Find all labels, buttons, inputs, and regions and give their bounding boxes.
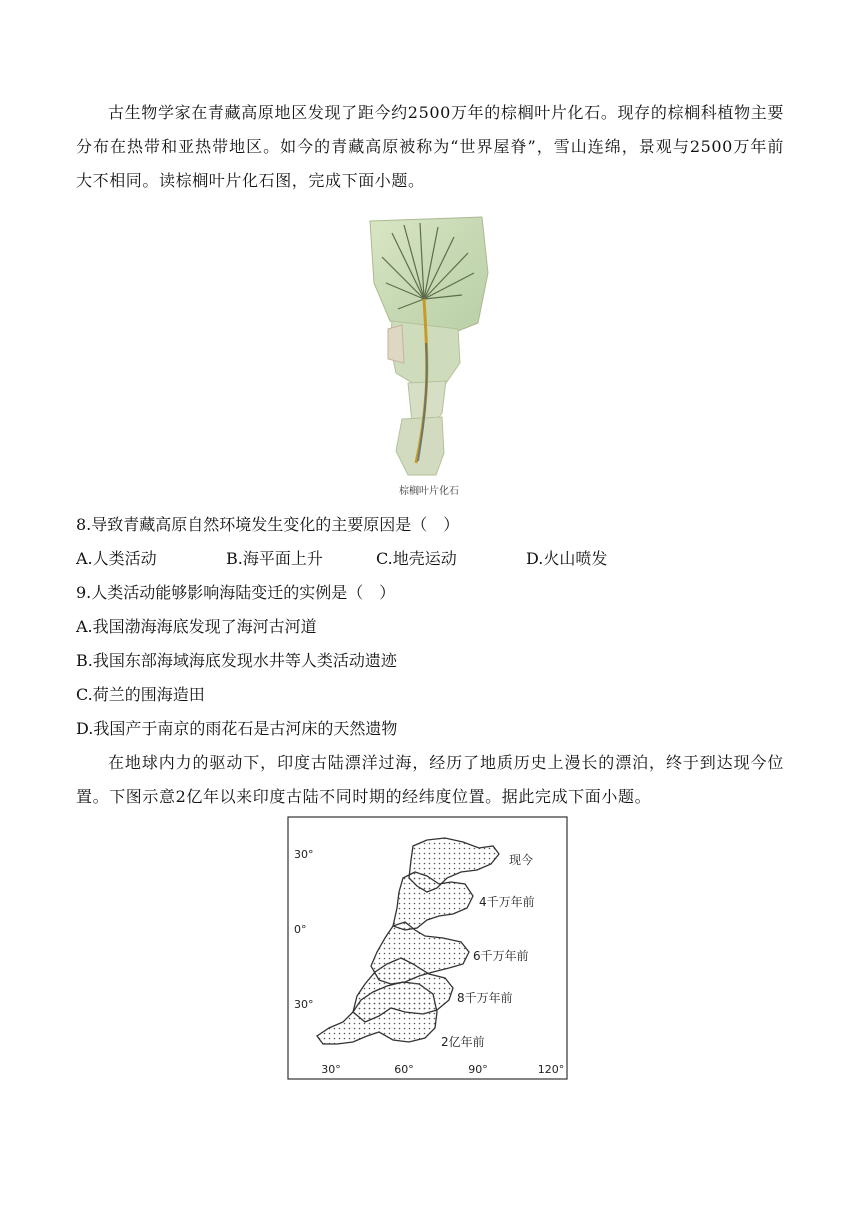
q9-option-a[interactable]: A.我国渤海海底发现了海河古河道 xyxy=(76,617,317,636)
y-tick-30s: 30° xyxy=(294,998,314,1011)
q8-option-b[interactable]: B.海平面上升 xyxy=(226,549,323,568)
x-tick-30: 30° xyxy=(321,1063,341,1076)
q9-option-d[interactable]: D.我国产于南京的雨花石是古河床的天然遗物 xyxy=(76,719,398,738)
label-40ma: 4千万年前 xyxy=(479,895,535,909)
x-tick-60: 60° xyxy=(394,1063,414,1076)
fossil-caption: 棕榈叶片化石 xyxy=(399,486,459,497)
q8-option-c[interactable]: C.地壳运动 xyxy=(376,549,457,568)
q9-option-b[interactable]: B.我国东部海域海底发现水井等人类活动遗迹 xyxy=(76,651,397,670)
india-drift-map xyxy=(287,816,569,1082)
passage-intro-fossil: 古生物学家在青藏高原地区发现了距今约2500万年的棕榈叶片化石。现存的棕榈科植物主要分布在热带和亚热带地区。如今的青藏高原被称为“世界屋脊”，雪山连绵，景观与2500万年前大不相同。读棕榈叶片化石图，完成下面小题。 xyxy=(76,103,784,190)
y-tick-30n: 30° xyxy=(294,848,314,861)
q9-option-c[interactable]: C.荷兰的围海造田 xyxy=(76,685,205,704)
question-9-stem: 9.人类活动能够影响海陆变迁的实例是（ ） xyxy=(76,583,396,602)
q8-option-a[interactable]: A.人类活动 xyxy=(76,549,157,568)
label-80ma: 8千万年前 xyxy=(457,991,513,1005)
question-8-stem: 8.导致青藏高原自然环境发生变化的主要原因是（ ） xyxy=(76,515,460,534)
x-tick-120: 120° xyxy=(537,1063,565,1076)
india-drift-map-figure xyxy=(287,816,569,1082)
label-present: 现今 xyxy=(509,853,534,867)
passage-intro-india-drift: 在地球内力的驱动下，印度古陆漂洋过海，经历了地质历史上漫长的漂泊，终于到达现今位置。下图示意2亿年以来印度古陆不同时期的经纬度位置。据此完成下面小题。 xyxy=(76,753,784,806)
label-200ma: 2亿年前 xyxy=(441,1035,485,1049)
palm-leaf-fossil-image xyxy=(362,213,496,503)
palm-leaf-fossil-figure xyxy=(362,213,496,503)
label-60ma: 6千万年前 xyxy=(473,949,529,963)
y-tick-0: 0° xyxy=(294,923,307,936)
x-tick-90: 90° xyxy=(468,1063,488,1076)
q8-option-d[interactable]: D.火山喷发 xyxy=(526,549,608,568)
